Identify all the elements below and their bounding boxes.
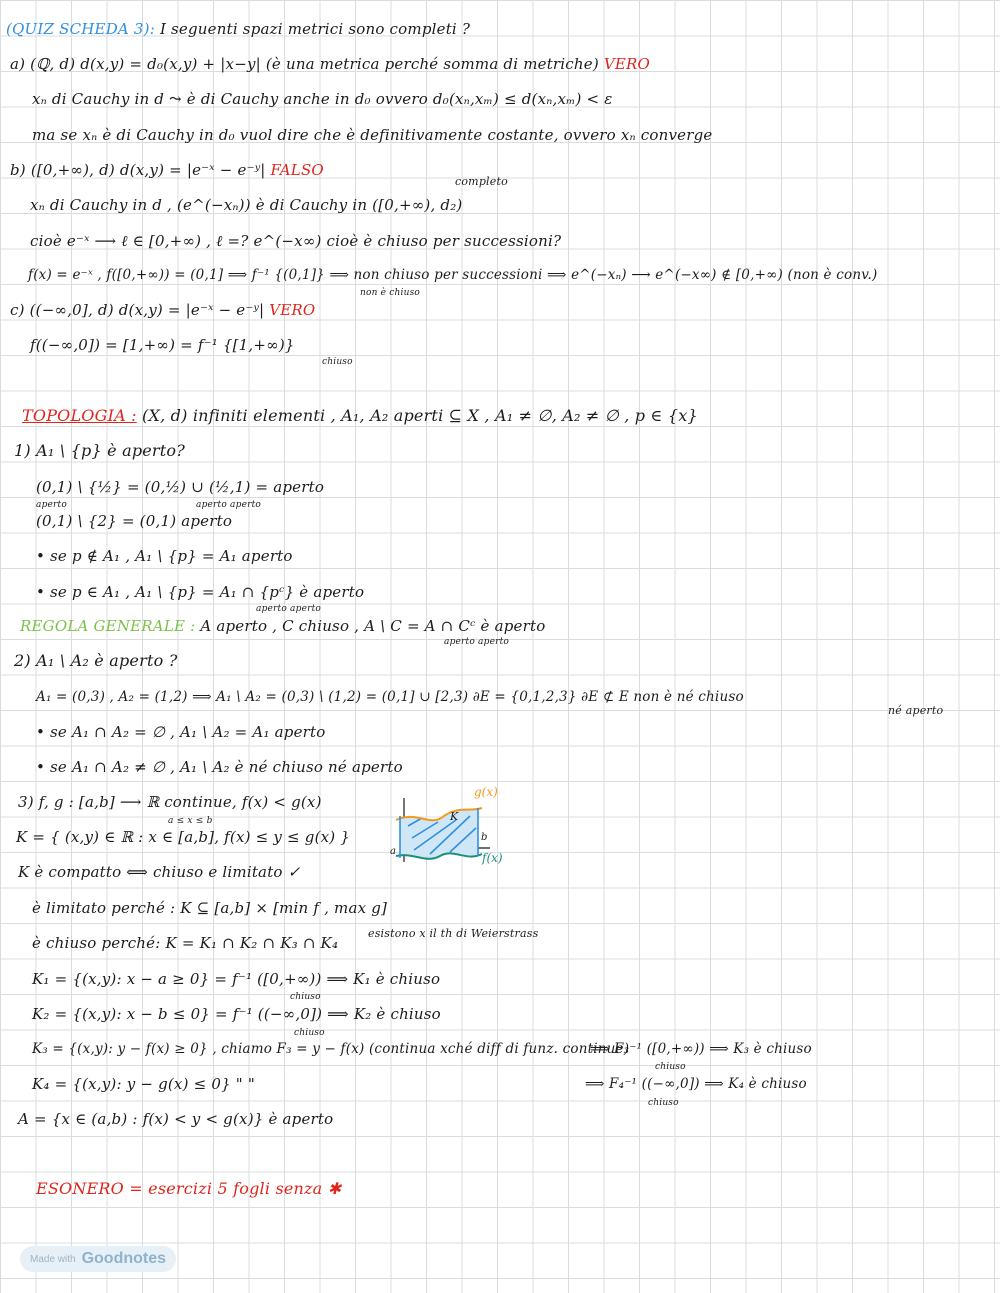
topologia-bullet2: • se p ∈ A₁ , A₁ \ {p} = A₁ ∩ {pᶜ} è aperto bbox=[36, 583, 365, 601]
quiz-b-note-completo: completo bbox=[455, 175, 508, 188]
topologia-bullet4: • se A₁ ∩ A₂ ≠ ∅ , A₁ \ A₂ è né chiuso né aperto bbox=[36, 758, 403, 776]
region-k-sketch bbox=[378, 782, 518, 872]
topologia-K4-end: ⟹ F₄⁻¹ ((−∞,0]) ⟹ K₄ è chiuso bbox=[585, 1076, 807, 1092]
quiz-a-statement: a) (ℚ, d) d(x,y) = d₀(x,y) + |x−y| (è una metrica perché somma di metriche) bbox=[10, 55, 599, 73]
quiz-a-line1 bbox=[10, 55, 650, 73]
quiz-c-verdict: VERO bbox=[269, 301, 316, 319]
topologia-K-def: K = { (x,y) ∈ ℝ : x ∈ [a,b], f(x) ≤ y ≤ g(x) } bbox=[16, 828, 351, 846]
topologia-q3-note: a ≤ x ≤ b bbox=[168, 816, 213, 826]
topologia-K1-note: chiuso bbox=[290, 992, 321, 1002]
topologia-ex3: A₁ = (0,3) , A₂ = (1,2) ⟹ A₁ \ A₂ = (0,3) \ (1,2) = (0,1] ∪ [2,3) ∂E = {0,1,2,3} ∂E ⊄ E non è né chiuso bbox=[36, 689, 744, 705]
topologia-intro: (X, d) infiniti elementi , A₁, A₂ aperti ⊆ X , A₁ ≠ ∅, A₂ ≠ ∅ , p ∈ {x} bbox=[142, 406, 698, 425]
topologia-bullet3: • se A₁ ∩ A₂ = ∅ , A₁ \ A₂ = A₁ aperto bbox=[36, 723, 326, 741]
esonero-note: ESONERO = esercizi 5 fogli senza ✱ bbox=[36, 1179, 342, 1198]
quiz-b-note-nonchiuso: non è chiuso bbox=[360, 288, 421, 298]
a-label: a bbox=[390, 846, 396, 857]
topologia-ex1-note-a: aperto bbox=[36, 500, 67, 510]
regola-label: REGOLA GENERALE : bbox=[20, 617, 196, 635]
topologia-K3-end: ⟹ F₃⁻¹ ([0,+∞)) ⟹ K₃ è chiuso bbox=[590, 1041, 812, 1057]
regola-note: aperto aperto bbox=[444, 637, 510, 647]
topologia-K1: K₁ = {(x,y): x − a ≥ 0} = f⁻¹ ([0,+∞)) ⟹ K₁ è chiuso bbox=[32, 970, 441, 988]
topologia-ex3-note: né aperto bbox=[888, 704, 944, 717]
g-label: g(x) bbox=[474, 785, 498, 799]
made-with-label: Made with bbox=[30, 1253, 76, 1265]
topologia-K4: K₄ = {(x,y): y − g(x) ≤ 0} " " bbox=[32, 1075, 255, 1093]
topologia-ex1-note-b: aperto aperto bbox=[196, 500, 262, 510]
topologia-q2: 2) A₁ \ A₂ è aperto ? bbox=[14, 651, 178, 670]
quiz-a-verdict: VERO bbox=[603, 55, 651, 73]
regola-text: A aperto , C chiuso , A \ C = A ∩ Cᶜ è aperto bbox=[200, 617, 546, 635]
topologia-bullet1: • se p ∉ A₁ , A₁ \ {p} = A₁ aperto bbox=[36, 547, 293, 565]
topologia-K-compatto: K è compatto ⟺ chiuso e limitato ✓ bbox=[18, 863, 301, 881]
topologia-ex2: (0,1) \ {2} = (0,1) aperto bbox=[36, 512, 233, 530]
quiz-question: I seguenti spazi metrici sono completi ? bbox=[159, 20, 471, 38]
b-label: b bbox=[481, 832, 488, 843]
k-label: K bbox=[450, 810, 459, 823]
quiz-b-line4: f(x) = e⁻ˣ , f([0,+∞)) = (0,1] ⟹ f⁻¹ {(0,1]} ⟹ non chiuso per successioni ⟹ e^(−xₙ) ⟶ e^(−x∞) ∉ [0,+∞) (non è conv.) bbox=[28, 267, 878, 283]
quiz-heading bbox=[6, 20, 470, 38]
topologia-K3-note: chiuso bbox=[655, 1062, 686, 1072]
quiz-header-label: (QUIZ SCHEDA 3): bbox=[6, 20, 155, 38]
topologia-title: TOPOLOGIA : bbox=[22, 406, 137, 425]
quiz-c-line1 bbox=[10, 301, 315, 319]
topologia-K4-note: chiuso bbox=[648, 1098, 679, 1108]
topologia-K2: K₂ = {(x,y): x − b ≤ 0} = f⁻¹ ((−∞,0]) ⟹ K₂ è chiuso bbox=[32, 1005, 441, 1023]
topologia-ex1: (0,1) \ {½} = (0,½) ∪ (½,1) = aperto bbox=[36, 478, 325, 496]
quiz-b-statement: b) ([0,+∞), d) d(x,y) = |e⁻ˣ − e⁻ʸ| bbox=[10, 161, 266, 179]
topologia-heading bbox=[22, 407, 698, 425]
topologia-bullet2-note: aperto aperto bbox=[256, 604, 322, 614]
quiz-c-note-chiuso: chiuso bbox=[322, 357, 353, 367]
quiz-c-line2: f((−∞,0]) = [1,+∞) = f⁻¹ {[1,+∞)} bbox=[30, 336, 295, 354]
topologia-A-def: A = {x ∈ (a,b) : f(x) < y < g(x)} è aperto bbox=[18, 1110, 334, 1128]
quiz-c-statement: c) ((−∞,0], d) d(x,y) = |e⁻ˣ − e⁻ʸ| bbox=[10, 301, 265, 319]
topologia-limitato-note: esistono x il th di Weierstrass bbox=[368, 927, 539, 940]
quiz-a-line3: ma se xₙ è di Cauchy in d₀ vuol dire che è definitivamente costante, ovvero xₙ converge bbox=[32, 126, 713, 144]
quiz-b-line2: xₙ di Cauchy in d , (e^(−xₙ)) è di Cauchy in ([0,+∞), d₂) bbox=[30, 196, 463, 214]
topologia-chiuso: è chiuso perché: K = K₁ ∩ K₂ ∩ K₃ ∩ K₄ bbox=[32, 934, 339, 952]
topologia-q1: 1) A₁ \ {p} è aperto? bbox=[14, 441, 186, 460]
quiz-b-verdict: FALSO bbox=[270, 161, 324, 179]
topologia-K3: K₃ = {(x,y): y − f(x) ≥ 0} , chiamo F₃ = y − f(x) (continua xché diff di funz. continue) bbox=[32, 1041, 630, 1057]
quiz-a-line2: xₙ di Cauchy in d ⤳ è di Cauchy anche in d₀ ovvero d₀(xₙ,xₘ) ≤ d(xₙ,xₘ) < ε bbox=[32, 90, 613, 108]
topologia-limitato: è limitato perché : K ⊆ [a,b] × [min f , max g] bbox=[32, 899, 388, 917]
quiz-b-line3: cioè e⁻ˣ ⟶ ℓ ∈ [0,+∞) , ℓ =? e^(−x∞) cioè è chiuso per successioni? bbox=[30, 232, 562, 250]
quiz-b-line1 bbox=[10, 161, 324, 179]
topologia-q3: 3) f, g : [a,b] ⟶ ℝ continue, f(x) < g(x) bbox=[18, 793, 322, 811]
f-label: f(x) bbox=[482, 851, 503, 865]
topologia-K2-note: chiuso bbox=[294, 1028, 325, 1038]
goodnotes-badge bbox=[20, 1246, 176, 1272]
goodnotes-brand: Goodnotes bbox=[81, 1250, 167, 1267]
